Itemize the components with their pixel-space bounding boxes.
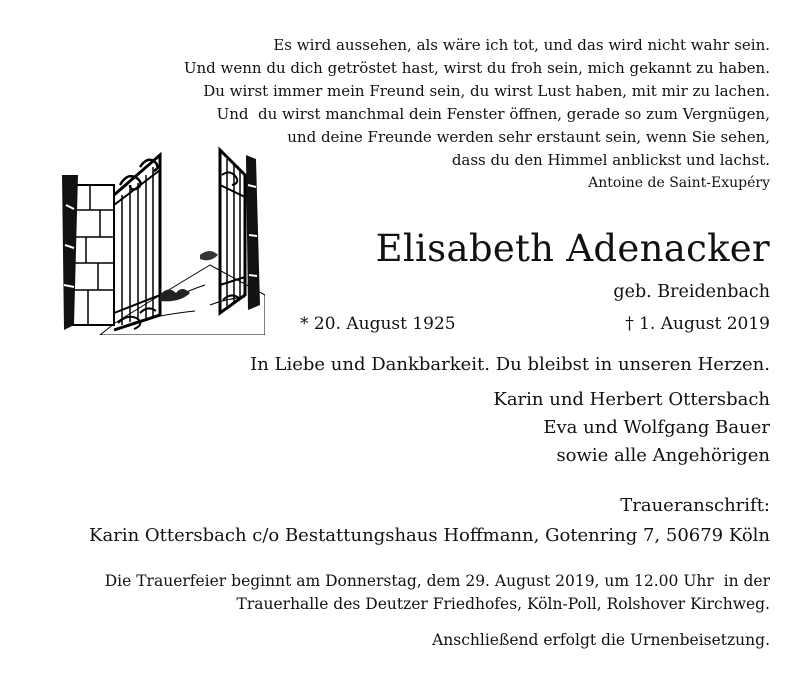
poem <box>184 34 770 172</box>
poem-line: und deine Freunde werden sehr erstaunt sein, wenn Sie sehen, <box>287 128 770 146</box>
poem-line: Es wird aussehen, als wäre ich tot, und das wird nicht wahr sein. <box>273 36 770 54</box>
death-date: † 1. August 2019 <box>625 314 770 334</box>
garden-gate-icon <box>60 145 265 335</box>
maiden-name: geb. Breidenbach <box>613 282 770 302</box>
mourner: Eva und Wolfgang Bauer <box>543 417 770 438</box>
poem-line: Du wirst immer mein Freund sein, du wirst Lust haben, mit mir zu lachen. <box>203 82 770 100</box>
birth-date: * 20. August 1925 <box>300 314 456 334</box>
poem-line: Und du wirst manchmal dein Fenster öffnen, gerade so zum Vergnügen, <box>216 105 770 123</box>
poem-author: Antoine de Saint-Exupéry <box>588 175 770 191</box>
poem-line: Und wenn du dich getröstet hast, wirst du froh sein, mich gekannt zu haben. <box>183 59 770 77</box>
service-info <box>105 570 770 616</box>
mourner: Karin und Herbert Ottersbach <box>493 389 770 410</box>
service-line: Trauerhalle des Deutzer Friedhofes, Köln-Poll, Rolshover Kirchweg. <box>236 595 770 613</box>
service-line: Die Trauerfeier beginnt am Donnerstag, dem 29. August 2019, um 12.00 Uhr in der <box>104 572 770 590</box>
burial-info: Anschließend erfolgt die Urnenbeisetzung. <box>432 631 770 649</box>
motto: In Liebe und Dankbarkeit. Du bleibst in unseren Herzen. <box>250 354 770 375</box>
mourner: sowie alle Angehörigen <box>556 445 770 466</box>
life-dates <box>300 314 770 338</box>
address-text: Karin Ottersbach c/o Bestattungshaus Hoffmann, Gotenring 7, 50679 Köln <box>89 525 770 546</box>
address-label: Traueranschrift: <box>620 495 770 516</box>
poem-line: dass du den Himmel anblickst und lachst. <box>451 151 770 169</box>
deceased-name: Elisabeth Adenacker <box>375 227 770 270</box>
mourners-list <box>493 386 770 470</box>
